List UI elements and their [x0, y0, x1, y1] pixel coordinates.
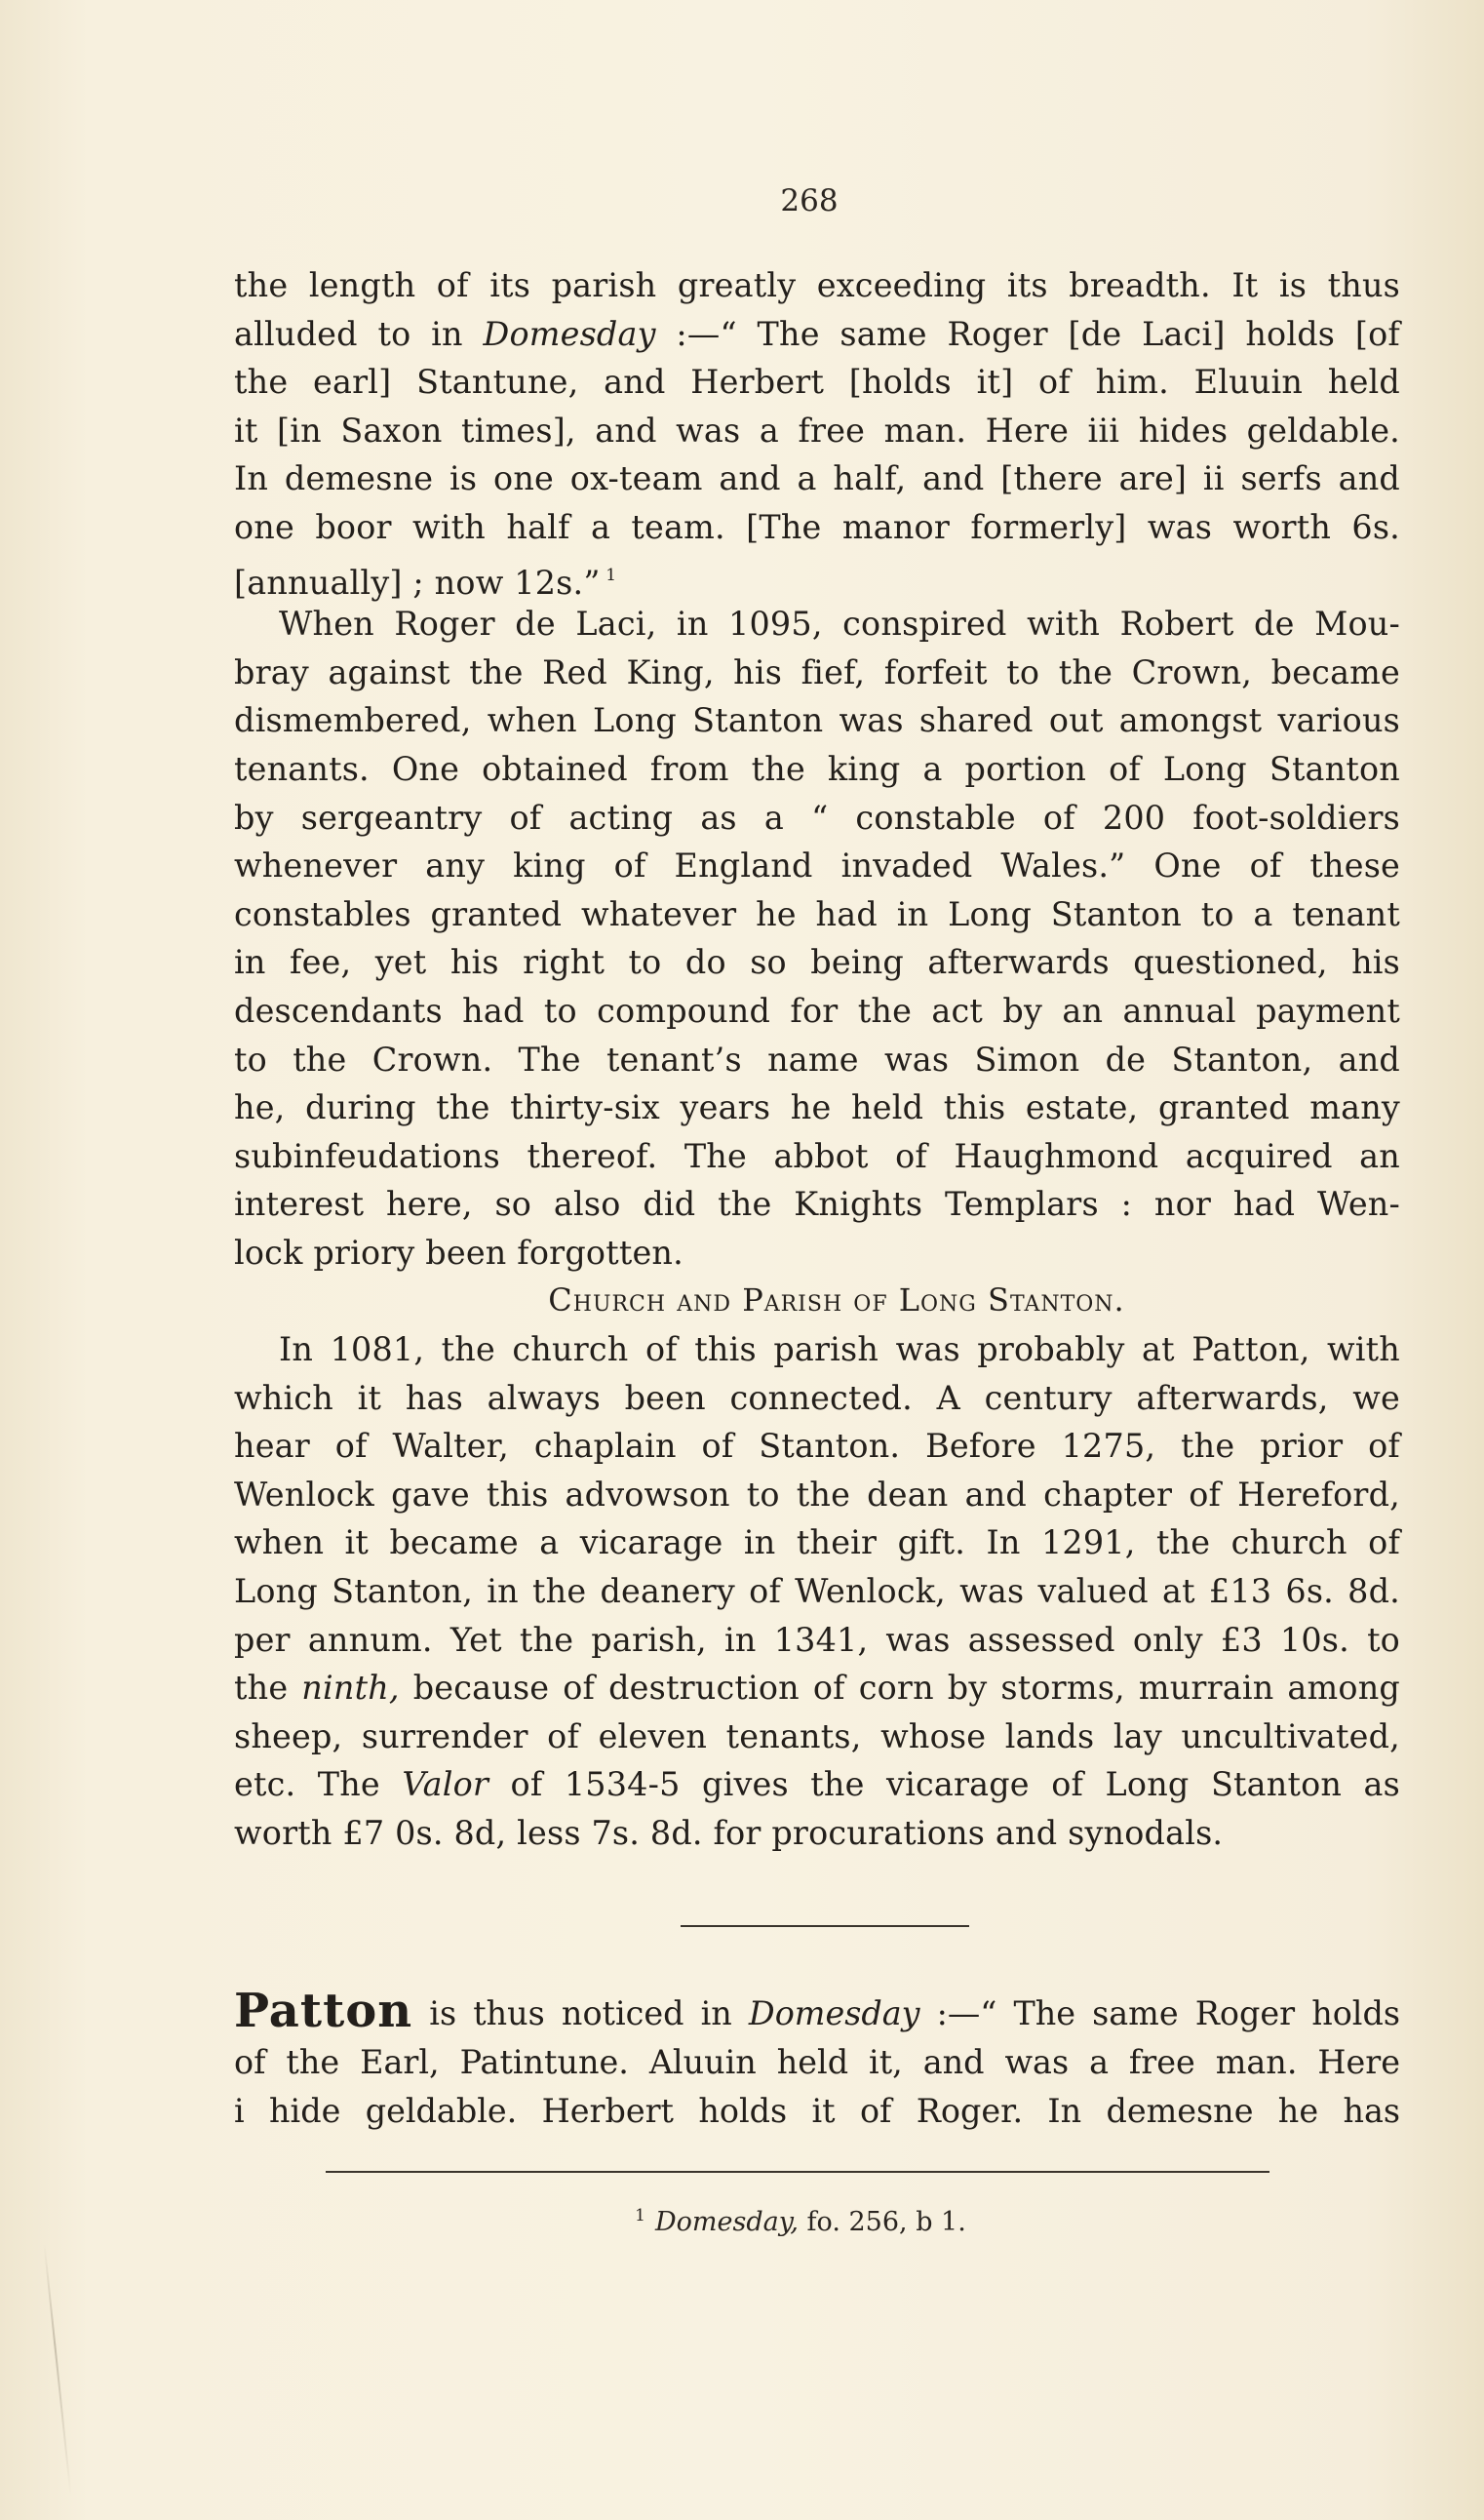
page-edge-shadow — [43, 2244, 71, 2497]
p2-line: dismembered, when Long Stanton was shared out amongst various — [234, 701, 1400, 740]
p2-line: constables granted whatever he had in Long Stanton to a tenant — [234, 894, 1400, 933]
paragraph-church-parish — [234, 1325, 1400, 1858]
p2-line: When Roger de Laci, in 1095, conspired with Robert de Mou- — [279, 605, 1400, 644]
p3-line: Wenlock gave this advowson to the dean and chapter of Hereford, — [234, 1475, 1400, 1514]
patton-line-2: of the Earl, Patintune. Aluuin held it, and was a free man. Here — [234, 2043, 1400, 2081]
paragraph-domesday-stanton — [234, 261, 1400, 600]
p2-line: tenants. One obtained from the king a portion of Long Stanton — [234, 749, 1400, 788]
p3-line: worth £7 0s. 8d, less 7s. 8d. for procurations and synodals. — [234, 1814, 1224, 1852]
p1-line: In demesne is one ox-team and a half, and [there are] ii serfs and — [234, 459, 1400, 498]
main-text — [234, 261, 1400, 1858]
p2-line: he, during the thirty-six years he held this estate, granted many — [234, 1088, 1400, 1127]
p2-line: to the Crown. The tenant’s name was Simon de Stanton, and — [234, 1040, 1400, 1079]
p3-line: hear of Walter, chaplain of Stanton. Before 1275, the prior of — [234, 1427, 1400, 1466]
paragraph-roger-de-laci — [234, 600, 1400, 1277]
p3-line: sheep, surrender of eleven tenants, whose lands lay uncultivated, — [234, 1716, 1400, 1755]
p1-line: the earl] Stantune, and Herbert [holds it] of him. Eluuin held — [234, 363, 1400, 402]
paragraph-patton — [234, 1984, 1400, 2136]
p2-line: whenever any king of England invaded Wales.” One of these — [234, 847, 1400, 886]
p2-line: in fee, yet his right to do so being afterwards questioned, his — [234, 943, 1400, 982]
p2-line: interest here, so also did the Knights Templars : nor had Wen- — [234, 1185, 1400, 1224]
p3-line: etc. The Valor of 1534-5 gives the vicarage of Long Stanton as — [234, 1765, 1400, 1804]
p3-line: the ninth, because of destruction of corn by storms, murrain among — [234, 1669, 1400, 1708]
footnote-reference: fo. 256, b 1. — [798, 2207, 966, 2237]
p3-line: which it has always been connected. A century afterwards, we — [234, 1378, 1400, 1417]
p1-line: it [in Saxon times], and was a free man. Here iii hides geldable. — [234, 411, 1400, 450]
footnote — [0, 2206, 1484, 2237]
p3-line: when it became a vicarage in their gift. In 1291, the church of — [234, 1523, 1400, 1562]
section-heading: Church and Parish of Long Stanton. — [548, 1281, 1125, 1319]
page-number: 268 — [780, 183, 839, 218]
p2-line: descendants had to compound for the act by an annual payment — [234, 991, 1400, 1030]
p2-line: by sergeantry of acting as a “ constable of 200 foot-soldiers — [234, 798, 1400, 837]
p2-line: lock priory been forgotten. — [234, 1233, 683, 1272]
p1-line: alluded to in Domesday :—“ The same Roger [de Laci] holds [of — [234, 314, 1400, 353]
patton-drop-word: Patton — [234, 1984, 413, 2038]
footnote-rule — [326, 2171, 1269, 2173]
patton-line-3: i hide geldable. Herbert holds it of Roger. In demesne he has — [234, 2092, 1400, 2130]
p2-line: bray against the Red King, his fief, forfeit to the Crown, became — [234, 652, 1400, 691]
section-divider — [681, 1925, 969, 1927]
p1-line: [annually] ; now 12s.” $^1$ — [234, 563, 617, 602]
footnote-reference-mark: 1 — [600, 565, 617, 585]
patton-line-1: Patton is thus noticed in Domesday :—“ The same Roger holds — [234, 1984, 1400, 2038]
p1-line: one boor with half a team. [The manor formerly] was worth 6s. — [234, 507, 1400, 546]
footnote-source: Domesday, — [654, 2207, 799, 2237]
p1-line: the length of its parish greatly exceeding its breadth. It is thus — [234, 266, 1400, 304]
p2-line: subinfeudations thereof. The abbot of Haughmond acquired an — [234, 1136, 1400, 1175]
p3-line: In 1081, the church of this parish was probably at Patton, with — [279, 1330, 1400, 1369]
footnote-mark: 1 — [635, 2206, 645, 2225]
p3-line: per annum. Yet the parish, in 1341, was assessed only £3 10s. to — [234, 1620, 1400, 1659]
p3-line: Long Stanton, in the deanery of Wenlock, was valued at £13 6s. 8d. — [234, 1572, 1400, 1611]
